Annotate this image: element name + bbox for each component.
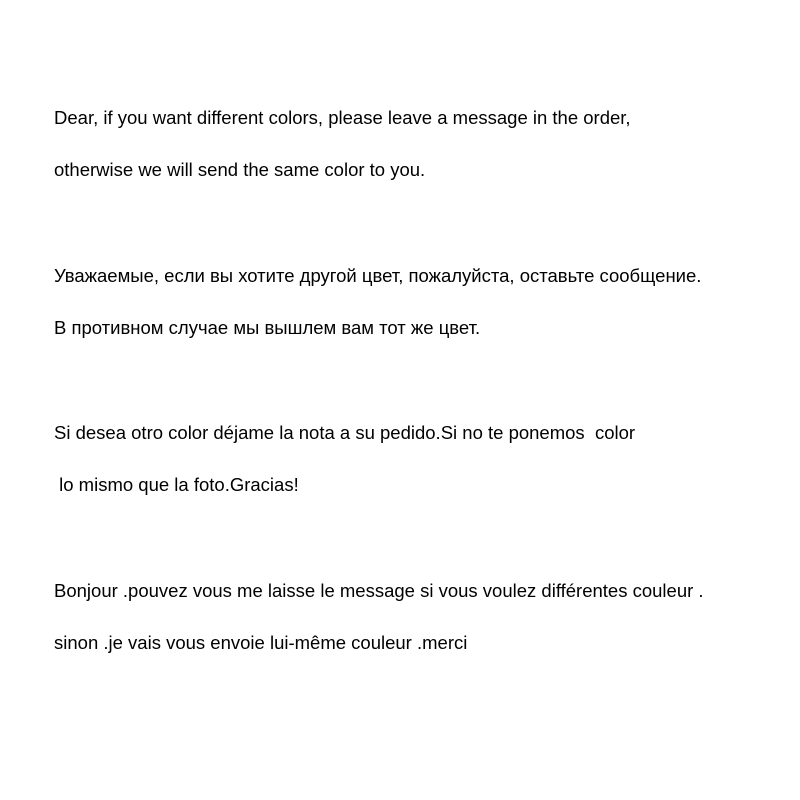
spanish-notice-line-2: lo mismo que la foto.Gracias! — [54, 474, 299, 495]
russian-notice-line-2: В противном случае мы вышлем вам тот же цвет. — [54, 317, 481, 338]
russian-notice-line-1: Уважаемые, если вы хотите другой цвет, пожалуйста, оставьте сообщение. — [54, 265, 702, 286]
french-notice-line-2: sinon .je vais vous envoie lui-même couleur .merci — [54, 632, 468, 653]
english-notice-line-2: otherwise we will send the same color to you. — [54, 159, 426, 180]
french-notice — [54, 580, 784, 654]
spanish-notice — [54, 422, 784, 496]
english-notice-line-1: Dear, if you want different colors, please leave a message in the order, — [54, 107, 631, 128]
french-notice-line-1: Bonjour .pouvez vous me laisse le message si vous voulez différentes couleur . — [54, 580, 704, 601]
russian-notice — [54, 265, 784, 339]
spanish-notice-line-1: Si desea otro color déjame la nota a su pedido.Si no te ponemos color — [54, 422, 636, 443]
english-notice — [54, 107, 784, 181]
